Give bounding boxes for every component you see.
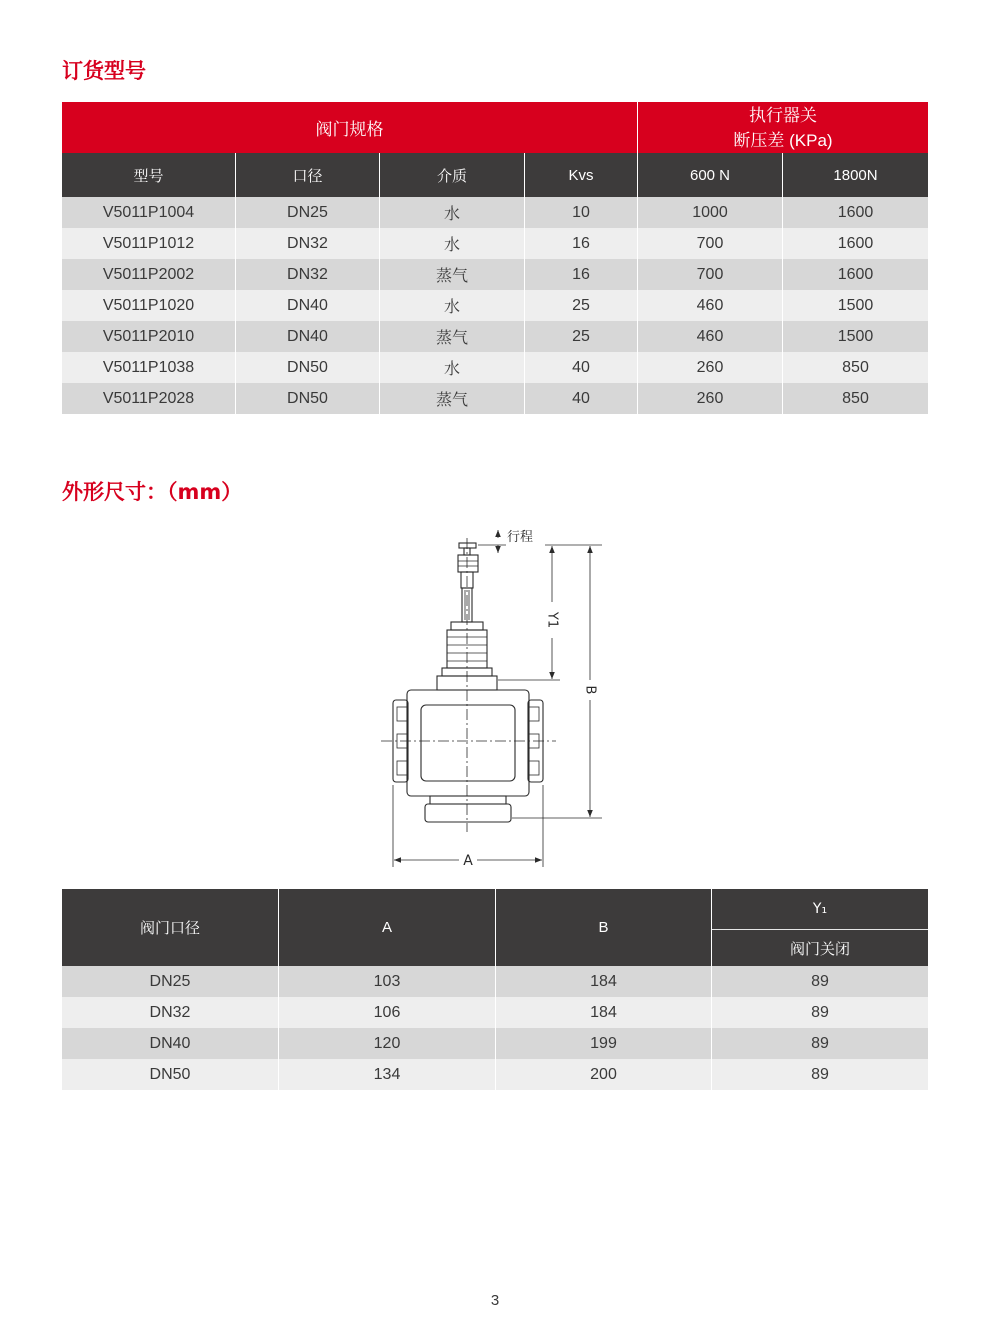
order-section-title: 订货型号 (62, 59, 146, 83)
y1-cell: 89 (711, 1059, 928, 1090)
table-header-row (62, 153, 928, 197)
bore-cell: DN40 (235, 321, 379, 352)
table-row (62, 1028, 928, 1059)
table-row (62, 352, 928, 383)
b-dimension (583, 546, 598, 817)
bore-cell: DN50 (235, 383, 379, 414)
column-header-y1-label: Y₁ (712, 889, 928, 930)
bore-cell: DN32 (149, 1003, 191, 1021)
column-header-y1 (711, 889, 928, 966)
valve-dimension-drawing (370, 520, 620, 880)
medium-cell: 蒸气 (379, 321, 524, 352)
bore-cell: DN25 (235, 197, 379, 228)
model-cell: V5011P1038 (102, 358, 195, 376)
order-table (62, 102, 928, 414)
a-cell: 120 (278, 1028, 495, 1059)
bore-cell: DN25 (149, 972, 191, 990)
kvs-cell: 40 (524, 383, 637, 414)
table-row (62, 321, 928, 352)
model-cell: V5011P1020 (102, 296, 195, 314)
model-cell: V5011P2002 (102, 265, 195, 283)
b-cell: 200 (495, 1059, 711, 1090)
column-header-model: 型号 (133, 167, 164, 185)
group-header-actuator (637, 102, 928, 153)
pressure-1800n-cell: 1500 (782, 321, 928, 352)
medium-cell: 水 (379, 228, 524, 259)
group-header-actuator-line1: 执行器关 (749, 105, 817, 125)
a-dimension (393, 785, 543, 869)
table-row (62, 966, 928, 997)
table-header-row (62, 889, 928, 966)
column-header-a: A (278, 889, 495, 966)
y1-cell: 89 (711, 966, 928, 997)
bore-cell: DN50 (149, 1065, 191, 1083)
kvs-cell: 25 (524, 321, 637, 352)
kvs-cell: 16 (524, 228, 637, 259)
pressure-600n-cell: 700 (637, 228, 782, 259)
valve-stem (458, 543, 478, 622)
column-header-kvs: Kvs (524, 153, 637, 197)
bore-cell: DN40 (149, 1034, 191, 1052)
pressure-600n-cell: 260 (637, 383, 782, 414)
group-header-valve-spec: 阀门规格 (315, 120, 384, 139)
medium-cell: 蒸气 (379, 383, 524, 414)
bore-cell: DN32 (235, 228, 379, 259)
y1-cell: 89 (711, 1028, 928, 1059)
kvs-cell: 25 (524, 290, 637, 321)
page-number: 3 (490, 1292, 500, 1309)
column-header-bore: 口径 (235, 153, 379, 197)
pressure-1800n-cell: 1500 (782, 290, 928, 321)
column-header-600n: 600 N (637, 153, 782, 197)
kvs-cell: 10 (524, 197, 637, 228)
y1-label: Y1 (544, 611, 560, 629)
stroke-label: 行程 (507, 530, 534, 545)
kvs-cell: 16 (524, 259, 637, 290)
a-cell: 103 (278, 966, 495, 997)
column-header-medium: 介质 (379, 153, 524, 197)
pressure-1800n-cell: 850 (782, 383, 928, 414)
table-row (62, 1059, 928, 1090)
bore-cell: DN40 (235, 290, 379, 321)
column-header-1800n: 1800N (782, 153, 928, 197)
model-cell: V5011P2028 (102, 389, 195, 407)
a-label: A (463, 853, 473, 869)
pressure-600n-cell: 700 (637, 259, 782, 290)
dimension-table (62, 889, 928, 1090)
bore-cell: DN32 (235, 259, 379, 290)
dimension-section-title: 外形尺寸：（mm） (62, 480, 243, 504)
y1-dimension (545, 546, 560, 679)
medium-cell: 蒸气 (379, 259, 524, 290)
table-row (62, 259, 928, 290)
pressure-600n-cell: 460 (637, 290, 782, 321)
pressure-600n-cell: 1000 (637, 197, 782, 228)
a-cell: 134 (278, 1059, 495, 1090)
pressure-1800n-cell: 1600 (782, 228, 928, 259)
model-cell: V5011P1004 (102, 203, 195, 221)
pressure-1800n-cell: 850 (782, 352, 928, 383)
model-cell: V5011P2010 (102, 327, 195, 345)
group-header-actuator-line2: 断压差 (KPa) (733, 130, 833, 150)
pressure-1800n-cell: 1600 (782, 259, 928, 290)
y1-cell: 89 (711, 997, 928, 1028)
a-cell: 106 (278, 997, 495, 1028)
column-header-b: B (495, 889, 711, 966)
b-cell: 199 (495, 1028, 711, 1059)
b-cell: 184 (495, 966, 711, 997)
table-row (62, 383, 928, 414)
b-cell: 184 (495, 997, 711, 1028)
b-label: B (582, 685, 598, 695)
model-cell: V5011P1012 (102, 234, 195, 252)
column-header-bore: 阀门口径 (139, 920, 200, 937)
bore-cell: DN50 (235, 352, 379, 383)
stroke-dimension (478, 530, 533, 553)
table-row (62, 997, 928, 1028)
medium-cell: 水 (379, 197, 524, 228)
column-header-y1-sub: 阀门关闭 (789, 940, 850, 958)
valve-body (393, 690, 543, 822)
medium-cell: 水 (379, 290, 524, 321)
table-row (62, 197, 928, 228)
table-row (62, 228, 928, 259)
kvs-cell: 40 (524, 352, 637, 383)
pressure-600n-cell: 260 (637, 352, 782, 383)
medium-cell: 水 (379, 352, 524, 383)
table-group-header-row (62, 102, 928, 153)
pressure-1800n-cell: 1600 (782, 197, 928, 228)
table-row (62, 290, 928, 321)
pressure-600n-cell: 460 (637, 321, 782, 352)
